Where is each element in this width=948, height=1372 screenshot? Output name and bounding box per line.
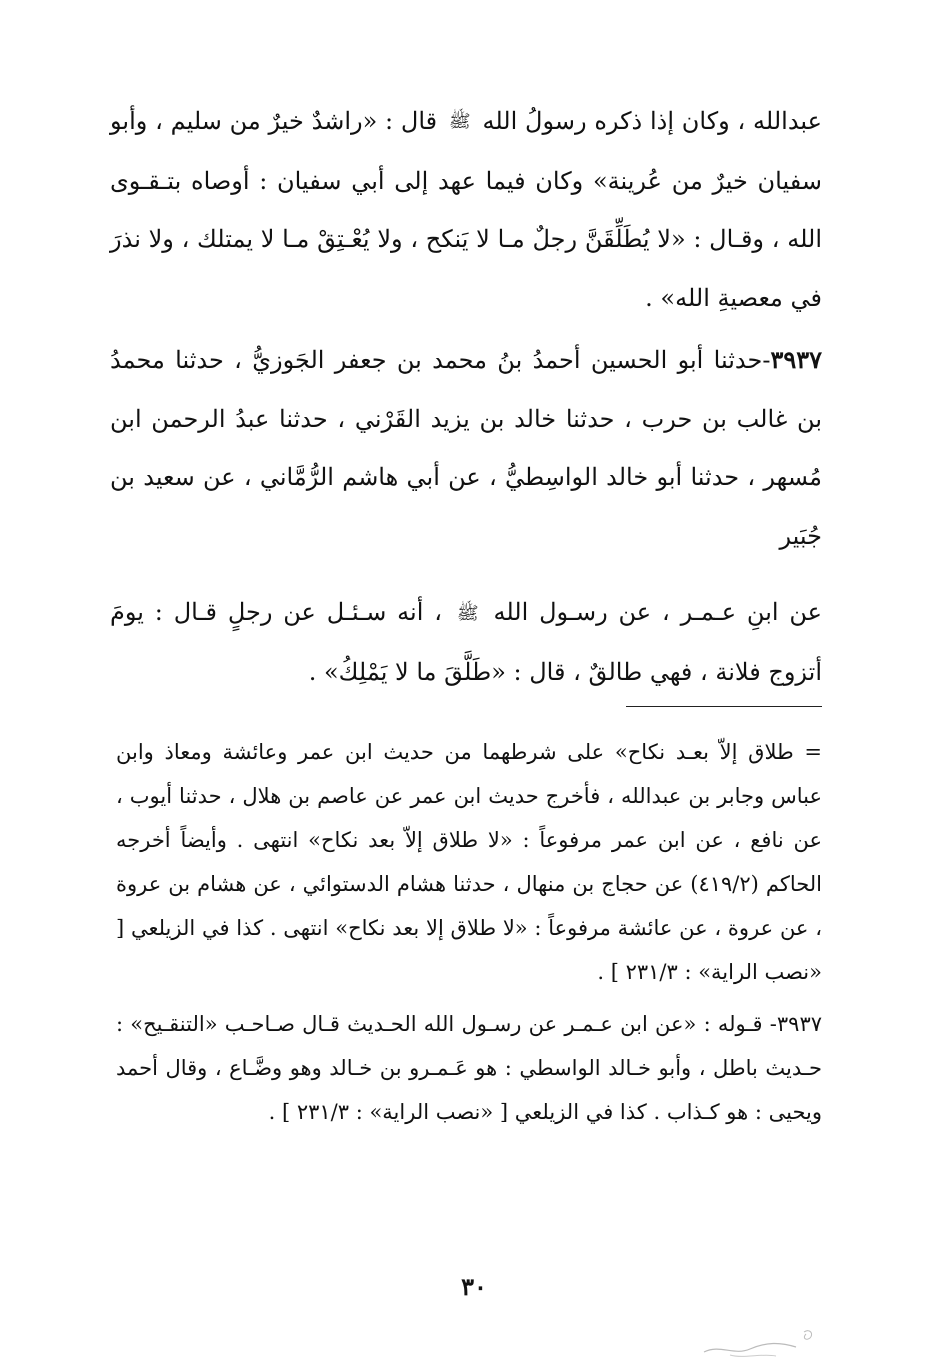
- hadith-number: ٣٩٣٧: [770, 345, 822, 375]
- page-number: ٣٠: [461, 1272, 487, 1301]
- hadith-3937: [110, 331, 822, 565]
- footnote-2: ٣٩٣٧- قـوله : «عن ابن عـمـر عن رسـول الله الحـديث قـال صـاحـب «التنقـيح» : حـديث باطل ، وأبو خـالد الواسطي : هو عَـمـرو بن خـالد وهو وضَّـاع ، وقال أحمد ويحيى : هو كـذاب . كذا في الزيلعي [ «نصب الراية» : ٢٣١/٣ ] .: [116, 1012, 823, 1124]
- paragraph-3-part-a: عن ابنِ عـمـر ، عن رسـول الله: [493, 598, 822, 627]
- footnote-divider: [626, 706, 822, 707]
- main-text: [110, 92, 822, 702]
- hadith-isnad: -حدثنا أبو الحسين أحمدُ بنُ محمد بن جعفر الجَوزيُّ ، حدثنا محمدُ بن غالب بن حرب ، حدثنا خالد بن يزيد القَرْني ، حدثنا عبدُ الرحمن ابن مُسهر ، حدثنا أبو خالد الواسِطيُّ ، عن أبي هاشم الرُّمَّاني ، عن سعيد بن جُبَير: [110, 346, 822, 550]
- paragraph-1-part-b: قال : «راشدٌ خيرٌ من سليم ، وأبو سفيان خيرٌ من عُرينة» وكان فيما عهد إلى أبي سفيان : أوصاه بتـقـوى الله ، وقـال : «لا يُطَلِّقَنَّ رجلٌ مـا لا يَنكح ، ولا يُعْـتِقْ مـا لا يمتلك ، ولا نذرَ في معصيةِ الله» .: [110, 107, 822, 312]
- salla-symbol: ﷺ: [456, 602, 479, 624]
- paragraph-1-part-a: عبدالله ، وكان إذا ذكره رسولُ الله: [482, 107, 822, 135]
- paragraph-3-part-b: ، أنه سـئـل عن رجلٍ قـال : يومَ أتزوج فلانة ، فهي طالقٌ ، قال : «طَلَّقَ ما لا يَمْلِكُ» .: [110, 598, 822, 686]
- margin-scribble: [700, 1322, 830, 1362]
- footnote-1: = طلاق إلاّ بعـد نكاح» على شرطهما من حديث ابن عمر وعائشة ومعاذ وابن عباس وجابر بن عبدالله ، فأخرج حديث ابن عمر عن عاصم بن هلال ، حدثنا أيوب ، عن نافع ، عن ابن عمر مرفوعاً : «لا طلاق إلاّ بعد نكاح» انتهى . وأيضاً أخرجه الحاكم (٤١٩/٢) عن حجاج بن منهال ، حدثنا هشام الدستوائي ، عن هشام بن عروة ، عن عروة ، عن عائشة مرفوعاً : «لا طلاق إلا بعد نكاح» انتهى . كذا في الزيلعي [ «نصب الراية» : ٢٣١/٣ ] .: [116, 740, 823, 984]
- footnotes: [116, 730, 822, 1134]
- paragraph-3: [110, 583, 822, 701]
- paragraph-1: [110, 92, 822, 327]
- salla-symbol: ﷺ: [448, 111, 471, 133]
